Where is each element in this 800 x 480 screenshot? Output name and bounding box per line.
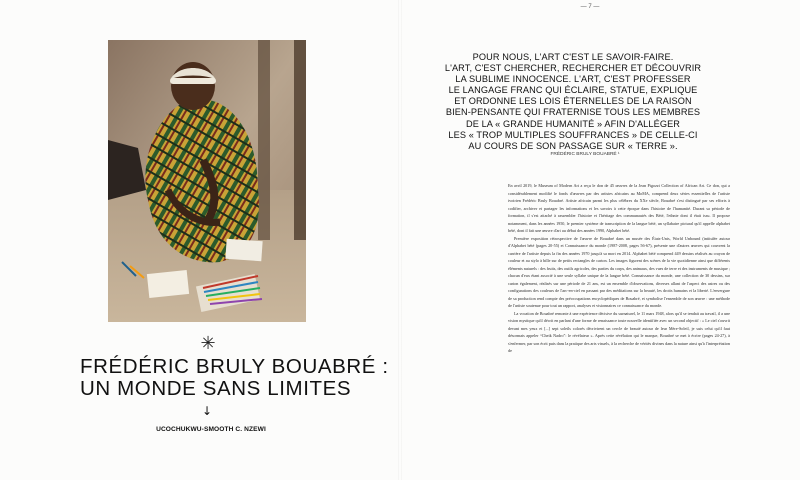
- body-paragraph: Première exposition rétrospective de l'œuvre de Bouabré dans un musée des États-Unis, World Unbound (intitulée autour d'Alphabet bété (pages 20-55) et Connaissance du monde (1987-2008, pages 56-67), présente une d'autres œuvres qui couvrent la carrière de l'artiste depuis la fin des années 1970 jusqu'à sa mort en 2014. Alphabet bété comprend 449 dessins réalisés au crayon de couleur et au stylo à bille sur de petits rectangles de carton. Les images figurent des scènes de la vie quotidienne ainsi que différents éléments naturels : des fruits, des outils agricoles, des parties du corps, des animaux, des vues de terre et des instruments de musique ; chacun d'eux étant associé à une seule syllabe unique de la langue bété. Connaissance du monde, une collection de 30 dessins, sur carton également, réalisés sur une période de 21 ans, est un ensemble d'observations, diverses allant de l'aspect des astres ou des configurations des couleurs de l'arc-en-ciel en passant par des méditations sur la beauté, les droits humains et la liberté. L'envergure de sa production rend compte des préoccupations encyclopédiques de Bouabré, et symbolise l'ensemble de son œuvre : une méthode de l'artiste soutenue pour tout un rapport, analyses et visionnaires ce connaissance du monde.: [508, 235, 730, 308]
- epigraph-quote: [442, 52, 704, 152]
- quote-line: LES « TROP MULTIPLES SOUFFRANCES » DE CELLE-CI: [448, 129, 698, 140]
- arrow-down-icon: ↓: [201, 404, 213, 418]
- quote-line: DE LA « GRANDE HUMANITÉ » AFIN D'ALLÉGER: [465, 118, 681, 129]
- quote-line: LE LANGAGE FRANC QUI ÉCLAIRE, STATUE, EXPLIQUE: [448, 85, 698, 96]
- body-text: [508, 182, 730, 355]
- quote-line: LA SUBLIME INNOCENCE. L'ART, C'EST PROFESSER: [455, 74, 691, 85]
- title-line-1: FRÉDÉRIC BRULY BOUABRÉ :: [80, 355, 389, 378]
- quote-line: BIEN-PENSANTE QUI FRATERNISE TOUS LES MEMBRES: [445, 107, 701, 118]
- title-line-2: UN MONDE SANS LIMITES: [80, 377, 352, 400]
- artist-photo: [108, 40, 306, 322]
- page-folio: — 7 —: [580, 4, 600, 10]
- quote-attribution: FRÉDÉRIC BRULY BOUABRÉ ¹: [550, 152, 620, 157]
- asterisk-ornament-icon: ✳: [200, 333, 216, 354]
- article-title: [80, 355, 389, 400]
- quote-line: L'ART, C'EST CHERCHER, RECHERCHER ET DÉCOUVRIR: [444, 63, 702, 74]
- article-author: UCOCHUKWU-SMOOTH C. NZEWI: [156, 426, 266, 433]
- page-gutter: [398, 0, 402, 480]
- body-paragraph: En avril 2019, le Museum of Modern Art a reçu le don de 45 œuvres de la Jean Pigozzi Collection of African Art. Ce don, qui a considérablement modifié le fonds d'œuvres par des artistes africains au MoMA, comprend deux séries essentielles de l'artiste ivoirien Frédéric Bruly Bouabré. Artiste africain parmi les plus célèbres du XXe siècle, Bouabré s'est distingué par ses efforts à codifier, archiver et partager les informations et les savoirs à cette époque dans l'histoire de l'humanité. Durant sa période de formation, il s'est attaché à rassembler l'histoire et l'héritage des communautés des Bété, l'ethnie dont il était issu. Il propose notamment, dans les années 1950, le premier système de transcription de la langue bété, un syllabaire pictural qu'il appelle alphabet bété, dont il fait une œuvre d'art au début des années 1990, Alphabet bété.: [508, 183, 730, 233]
- body-paragraph: La vocation de Bouabré remonte à une expérience décisive du surnaturel, le 11 mars 1948, alors qu'il se tendait au travail, il a une vision mystique qu'il décrit en parlant d'une forme de renaissance toute nouvelle identifiée avec un second objectif : « Le ciel s'ouvrit devant mes yeux et [...] sept soleils colorés décrivirent un cercle de beauté autour de leur Mère-Soleil, je suis celui qu'il faut désormais appeler “Cheik Nadro”: le révélateur ». Après cette révélation qui le marque, Bouabré se met à écrire (pages 24-27), à s'enfermer, par son écrit puis dans la pratique des arts visuels, à la recherche de vérités divines dans la nature ainsi qu'à l'interprétation de: [508, 310, 730, 353]
- quote-line: AU COURS DE SON PASSAGE SUR « TERRE ».: [468, 140, 678, 151]
- quote-line: ET ORDONNE LES LOIS ÉTERNELLES DE LA RAISON: [454, 96, 692, 107]
- quote-line: POUR NOUS, L'ART C'EST LE SAVOIR-FAIRE.: [472, 52, 674, 62]
